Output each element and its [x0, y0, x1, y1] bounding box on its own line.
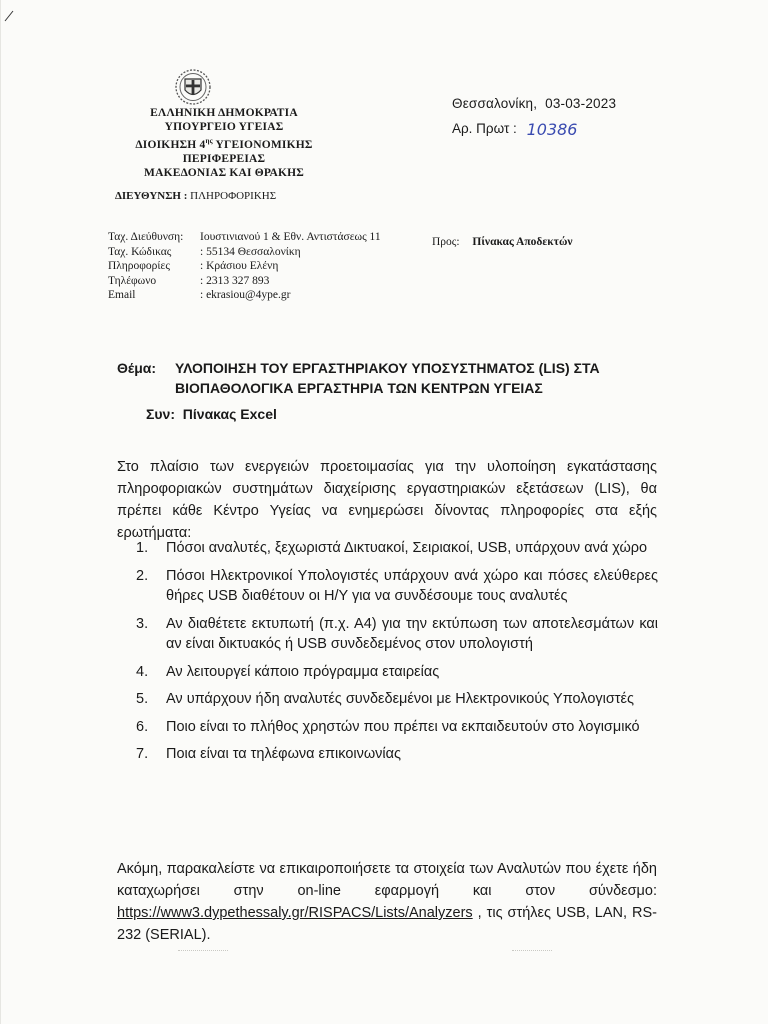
list-item [132, 689, 658, 710]
authority-line: ΠΕΡΙΦΕΡΕΙΑΣ [182, 152, 266, 165]
analyzers-link[interactable]: https://www3.dypethessaly.gr/RISPACS/Lists/Analyzers [117, 905, 473, 921]
item-text: Πόσοι αναλυτές, ξεχωριστά Δικτυακοί, Σειριακοί, USB, υπάρχουν ανά χώρο [166, 540, 648, 556]
authority-line-part: ΥΓΕΙΟΝΟΜΙΚΗΣ [215, 138, 313, 151]
authority-line: ΜΑΚΕΔΟΝΙΑΣ ΚΑΙ ΘΡΑΚΗΣ [144, 166, 304, 179]
contact-row [108, 245, 381, 260]
item-number: 3. [136, 615, 149, 632]
department [115, 190, 276, 202]
attachment-value: Πίνακας Excel [182, 406, 277, 422]
contact-label: Ταχ. Διεύθυνση: [108, 231, 184, 243]
item-text: Αν διαθέτετε εκτυπωτή (π.χ. Α4) για την εκτύπωση των αποτελεσμάτων και αν είναι δικτυακός ή USB συνδεδεμένος στον υπολογιστή [166, 615, 658, 652]
contact-value: : 55134 Θεσσαλονίκη [200, 245, 301, 258]
list-item [132, 614, 658, 655]
closing-text: Ακόμη, παρακαλείστε να επικαιροποιήσετε τα στοιχεία των Αναλυτών που έχετε ήδη καταχωρήσει στην on-line εφαρμογή και στον σύνδεσμο: [117, 861, 657, 899]
subject-label: Θέμα: [117, 360, 157, 376]
item-number: 1. [136, 540, 149, 556]
authority-line [104, 134, 344, 152]
item-number: 4. [136, 663, 149, 680]
item-text: Πόσοι Ηλεκτρονικοί Υπολογιστές υπάρχουν ανά χώρο και πόσες ελεύθερες θήρες USB διαθέτουν οι Η/Υ για να συνδέσουμε τους αναλυτές [166, 567, 658, 604]
contact-row [108, 274, 381, 289]
list-item [132, 744, 658, 765]
intro-paragraph: Στο πλαίσιο των ενεργειών προετοιμασίας για την υλοποίηση εγκατάστασης πληροφοριακών συστημάτων διαχείρισης εργαστηριακών εξετάσεων (LIS), θα πρέπει κάθε Κέντρο Υγείας να ενημερώσει δίνοντας πληροφορίες στα εξής ερωτήματα: [117, 459, 657, 541]
item-number: 7. [136, 746, 149, 762]
recipients-label: Προς: [432, 236, 460, 248]
date: 03-03-2023 [545, 96, 617, 111]
contact-row [108, 259, 381, 274]
department-label: ΔΙΕΥΘΥΝΣΗ : [115, 190, 188, 202]
contact-label: Πληροφορίες [108, 260, 170, 272]
list-item [132, 717, 658, 738]
item-number: 6. [136, 718, 149, 735]
list-item [132, 662, 658, 683]
protocol-number: 10386 [526, 120, 578, 139]
contact-row [108, 288, 381, 303]
department-value: ΠΛΗΡΟΦΟΡΙΚΗΣ [190, 190, 277, 202]
contact-email[interactable]: : ekrasiou@4ype.gr [200, 289, 291, 301]
subject-block [117, 358, 675, 398]
authority-line-part: ΔΙΟΙΚΗΣΗ 4 [135, 138, 206, 151]
question-list [132, 538, 658, 772]
authority-header [104, 106, 344, 180]
item-text: Αν υπάρχουν ήδη αναλυτές συνδεδεμένοι με Ηλεκτρονικούς Υπολογιστές [166, 691, 634, 707]
recipients-value: Πίνακας Αποδεκτών [472, 236, 573, 248]
contact-label: Email [108, 289, 136, 301]
scan-artifact [512, 950, 552, 955]
protocol-line [452, 118, 577, 137]
authority-line: ΥΠΟΥΡΓΕΙΟ ΥΓΕΙΑΣ [164, 121, 284, 133]
contact-value: : Κράσιου Ελένη [200, 260, 279, 272]
closing-paragraph [117, 858, 657, 946]
attachment-line [117, 406, 277, 422]
greek-emblem-icon [174, 68, 212, 106]
closing-text: , τις στήλες USB, LAN, RS-232 (SERIAL). [117, 905, 657, 943]
list-item [132, 538, 658, 559]
contact-label: Τηλέφωνο [108, 274, 157, 287]
item-number: 2. [136, 567, 149, 584]
attachment-label: Συν: [146, 406, 175, 422]
date-line [452, 96, 616, 111]
recipients [432, 236, 573, 248]
contact-label: Ταχ. Κώδικας [108, 245, 172, 258]
item-text: Ποιο είναι το πλήθος χρηστών που πρέπει να εκπαιδευτούν στο λογισμικό [166, 718, 640, 735]
authority-line: ΕΛΛΗΝΙΚΗ ΔΗΜΟΚΡΑΤΙΑ [150, 107, 298, 119]
subject-line: ΒΙΟΠΑΘΟΛΟΓΙΚΑ ΕΡΓΑΣΤΗΡΙΑ ΤΩΝ ΚΕΝΤΡΩΝ ΥΓΕΙΑΣ [175, 380, 543, 396]
subject-line: ΥΛΟΠΟΙΗΣΗ ΤΟΥ ΕΡΓΑΣΤΗΡΙΑΚΟΥ ΥΠΟΣΥΣΤΗΜΑΤΟΣ (LIS) ΣΤΑ [175, 360, 600, 376]
contact-value: : 2313 327 893 [200, 274, 270, 287]
item-text: Αν λειτουργεί κάποιο πρόγραμμα εταιρείας [166, 663, 440, 680]
ordinal-superscript: ης [205, 137, 213, 145]
contact-value: Ιουστινιανού 1 & Εθν. Αντιστάσεως 11 [200, 231, 381, 243]
scan-artifact [178, 950, 228, 955]
item-number: 5. [136, 691, 149, 707]
protocol-label: Αρ. Πρωτ : [452, 121, 517, 136]
city: Θεσσαλονίκη, [452, 96, 538, 111]
scan-mark-icon [4, 10, 14, 22]
contact-row [108, 230, 381, 245]
list-item [132, 566, 658, 607]
item-text: Ποια είναι τα τηλέφωνα επικοινωνίας [166, 746, 402, 762]
contact-block [108, 230, 381, 303]
